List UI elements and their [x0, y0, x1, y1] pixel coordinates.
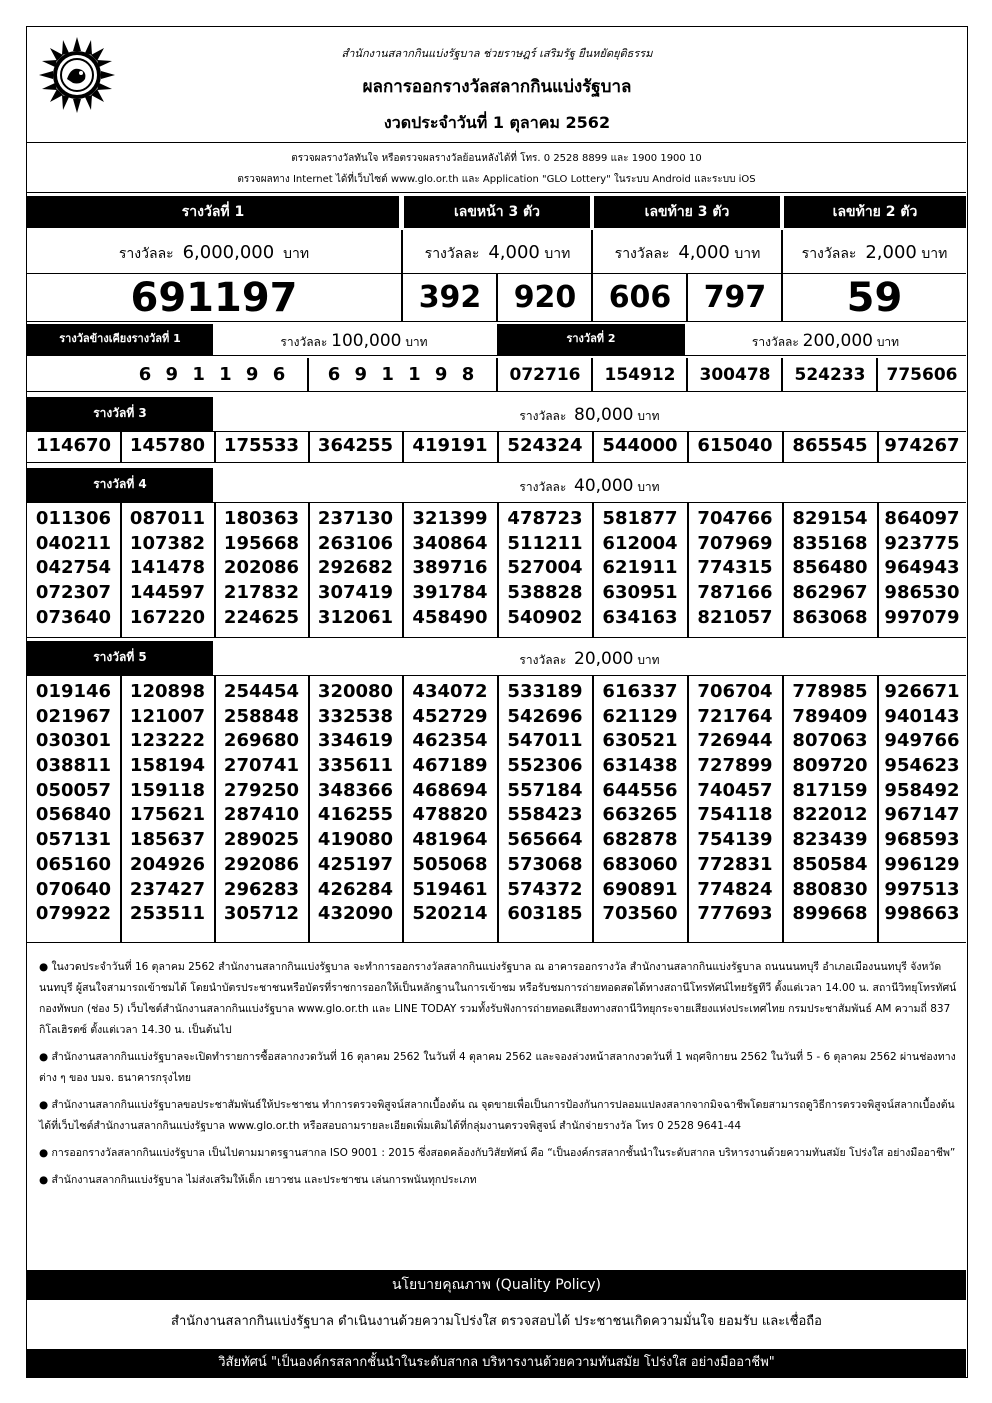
prize-number: 573068: [507, 853, 583, 875]
second-prize-number: 300478: [699, 365, 771, 385]
prize-number: 087011: [129, 508, 206, 529]
prize-column: [215, 676, 308, 927]
near-second-headers: [27, 324, 966, 356]
front3-amount: รางวัลละ 4,000 บาท: [424, 242, 571, 263]
prize-number: 616337: [602, 681, 678, 702]
prize-number: 478820: [412, 804, 488, 826]
prize-number: 434072: [412, 681, 488, 702]
prize-number: 542696: [507, 705, 583, 727]
prize-column: [878, 676, 966, 927]
quality-policy-text: สำนักงานสลากกินแบ่งรัฐบาล ดำเนินงานด้วยความโปร่งใส ตรวจสอบได้ ประชาชนเกิดความมั่นใจ ยอมรับ และเชื่อถือ: [171, 1314, 822, 1329]
prize-column: [783, 432, 877, 459]
prize-number: 703560: [602, 903, 678, 925]
prize-column: [403, 432, 497, 459]
announcements: [39, 957, 957, 1197]
fourth-prize-label: รางวัลที่ 4: [27, 468, 213, 502]
prize-number: 185637: [129, 829, 206, 851]
prize-number: 195668: [223, 532, 300, 554]
prize-number: 505068: [412, 853, 488, 875]
prize-number: 682878: [602, 829, 678, 851]
prize-number: 159118: [129, 779, 206, 801]
prize-number: 777693: [697, 903, 773, 925]
prize-number: 621129: [602, 705, 678, 727]
prize-number: 419080: [317, 829, 394, 851]
prize-number: 419191: [412, 435, 488, 456]
prize-column: [215, 503, 308, 630]
prize-number: 258848: [223, 705, 300, 727]
prize-number: 426284: [317, 878, 394, 900]
prize-number: 998663: [884, 903, 960, 925]
prize-number: 967147: [884, 804, 960, 826]
prize-number: 949766: [884, 730, 960, 752]
prize-number: 774315: [697, 557, 773, 579]
note-item: ● การออกรางวัลสลากกินแบ่งรัฐบาล เป็นไปตามมาตรฐานสากล ISO 9001 : 2015 ซึ่งสอดคล้องกับวิสัยทัศน์ คือ “เป็นองค์กรสลากชั้นนำในระดับสากล บริหารงานด้วยความทันสมัย โปร่งใส อย่างมืออาชีพ”: [39, 1147, 956, 1159]
prize-number: 974267: [884, 435, 960, 456]
prize-number: 070640: [35, 878, 112, 900]
third-prize-header: [27, 397, 966, 431]
prize-number: 468694: [412, 779, 488, 801]
prize-number: 511211: [507, 532, 583, 554]
note-item: ● สำนักงานสลากกินแบ่งรัฐบาลขอประชาสัมพันธ์ให้ประชาชน ทำการตรวจพิสูจน์สลากเบื้องต้น ณ จุดขายเพื่อเป็นการป้องกันการปลอมแปลงสลากจากมิจฉาชีพโดยสามารถดูวิธีการตรวจพิสูจน์สลากเบื้องต้นได้ที่เว็บไซต์สำนักงานสลากกินแบ่งรัฐบาล www.glo.or.th หรือสอบถามรายละเอียดเพิ่มเติมได้ที่กลุ่มงานตรวจพิสูจน์ สำนักจ่ายรางวัล โทร 0 2528 9641-44: [39, 1099, 955, 1132]
prize-number: 263106: [317, 532, 394, 554]
near-first-amount: รางวัลละ 100,000 บาท: [280, 331, 428, 351]
prize-number: 540902: [507, 606, 583, 628]
fifth-prize-amount: รางวัลละ 20,000 บาท: [519, 649, 660, 669]
prize-number: 021967: [35, 705, 112, 727]
prize-column: [27, 676, 120, 927]
prize-number: 079922: [35, 903, 112, 925]
glo-emblem-icon: [39, 37, 115, 113]
prize-number: 065160: [35, 853, 112, 875]
prize-number: 544000: [602, 435, 678, 456]
prize-number: 968593: [884, 829, 960, 851]
note-item: ● ในงวดประจำวันที่ 16 ตุลาคม 2562 สำนักงานสลากกินแบ่งรัฐบาล จะทำการออกรางวัลสลากกินแบ่งรัฐบาล ณ อาคารออกรางวัล สำนักงานสลากกินแบ่งรัฐบาล ถนนนนทบุรี อำเภอเมืองนนทบุรี จังหวัดนนทบุรี ผู้สนใจสามารถเข้าชมได้ โดยนำบัตรประชาชนหรือบัตรที่ราชการออกให้เป็นหลักฐานในการเข้าชม หรือรับชมการถ่ายทอดสดได้ทางสถานีโทรทัศน์ไทยรัฐทีวี ตั้งแต่เวลา 14.00 น. สถานีวิทยุโทรทัศน์กองทัพบก (ช่อง 5) เว็บไซต์สำนักงานสลากกินแบ่งรัฐบาล www.glo.or.th และ LINE TODAY รวมทั้งรับฟังการถ่ายทอดเสียงทางสถานีวิทยุกระจายเสียงแห่งประเทศไทย กรมประชาสัมพันธ์ AM ความถี่ 837 กิโลเฮิรตซ์ ตั้งแต่เวลา 14.30 น. เป็นต้นไป: [39, 961, 957, 1036]
note-item: ● สำนักงานสลากกินแบ่งรัฐบาล ไม่ส่งเสริมให้เด็ก เยาวชน และประชาชน เล่นการพนันทุกประเภท: [39, 1174, 477, 1186]
third-prize-label: รางวัลที่ 3: [27, 397, 213, 431]
prize-number: 073640: [35, 606, 112, 628]
prize-number: 538828: [507, 582, 583, 604]
prize-number: 389716: [412, 557, 488, 579]
near-first-number: 6 9 1 1 9 8: [327, 364, 479, 385]
back2-header: เลขท้าย 2 ตัว: [784, 196, 966, 228]
prize-number: 144597: [129, 582, 206, 604]
prize-number: 823439: [792, 829, 868, 851]
page-title: ผลการออกรางวัลสลากกินแบ่งรัฐบาล: [362, 77, 632, 97]
results-sheet: [26, 26, 968, 1378]
prize-number: 040211: [35, 532, 112, 554]
prize-number: 533189: [507, 681, 583, 702]
prize-number: 042754: [35, 557, 112, 579]
prize-number: 822012: [792, 804, 868, 826]
back2-number: 59: [846, 275, 903, 321]
first-prize-number: 691197: [130, 275, 298, 321]
prize-number: 754118: [697, 804, 773, 826]
prize-column: [403, 503, 497, 630]
first-prize-header: รางวัลที่ 1: [27, 196, 399, 228]
front3-number: 392: [418, 280, 482, 315]
prize-number: 706704: [697, 681, 773, 702]
front3-header: เลขหน้า 3 ตัว: [404, 196, 590, 228]
prize-column: [593, 432, 687, 459]
prize-number: 754139: [697, 829, 773, 851]
prize-number: 056840: [35, 804, 112, 826]
prize-number: 565664: [507, 829, 583, 851]
prize-column: [121, 676, 214, 927]
prize-column: [688, 432, 782, 459]
prize-number: 789409: [792, 705, 868, 727]
prize-number: 958492: [884, 779, 960, 801]
near-first-header: รางวัลข้างเคียงรางวัลที่ 1: [27, 324, 213, 356]
prize-number: 829154: [792, 508, 868, 529]
prize-number: 224625: [223, 606, 300, 628]
prize-number: 462354: [412, 730, 488, 752]
prize-column: [27, 503, 120, 630]
prize-column: [309, 503, 402, 630]
third-prize-amount: รางวัลละ 80,000 บาท: [519, 405, 660, 425]
fourth-prize-amount: รางวัลละ 40,000 บาท: [519, 476, 660, 496]
second-prize-header: รางวัลที่ 2: [497, 324, 685, 356]
prize-number: 527004: [507, 557, 583, 579]
prize-column: [783, 676, 877, 927]
prize-number: 520214: [412, 903, 488, 925]
prize-number: 432090: [317, 903, 394, 925]
prize-number: 850584: [792, 853, 868, 875]
prize-number: 557184: [507, 779, 583, 801]
prize-column: [498, 503, 592, 630]
prize-number: 175621: [129, 804, 206, 826]
back3-number: 797: [703, 280, 767, 315]
fourth-prize-header: [27, 468, 966, 502]
prize-number: 581877: [602, 508, 678, 529]
prize-number: 558423: [507, 804, 583, 826]
prize-number: 107382: [129, 532, 206, 554]
prize-number: 478723: [507, 508, 583, 529]
prize-number: 452729: [412, 705, 488, 727]
prize-number: 615040: [697, 435, 773, 456]
prize-number: 296283: [223, 878, 300, 900]
prize-number: 547011: [507, 730, 583, 752]
prize-number: 305712: [223, 903, 300, 925]
prize-number: 458490: [412, 606, 488, 628]
fifth-prize-header: [27, 641, 966, 675]
prize-number: 269680: [223, 730, 300, 752]
prize-number: 865545: [792, 435, 868, 456]
prize-number: 772831: [697, 853, 773, 875]
prize-number: 391784: [412, 582, 488, 604]
header: [27, 27, 966, 143]
prize-number: 630521: [602, 730, 678, 752]
prize-number: 158194: [129, 755, 206, 777]
prize-column: [593, 503, 687, 630]
prize-number: 740457: [697, 779, 773, 801]
prize-number: 416255: [317, 804, 394, 826]
prize-number: 940143: [884, 705, 960, 727]
prize-column: [878, 432, 966, 459]
prize-number: 524324: [507, 435, 583, 456]
prize-number: 320080: [317, 681, 394, 702]
prize-number: 926671: [884, 681, 960, 702]
prize-number: 552306: [507, 755, 583, 777]
prize-column: [309, 432, 402, 459]
prize-number: 986530: [884, 582, 960, 604]
near-first-number: 6 9 1 1 9 6: [138, 364, 290, 385]
fourth-prize-grid: [27, 502, 966, 638]
second-prize-number: 154912: [604, 365, 676, 385]
org-slogan: สำนักงานสลากกินแบ่งรัฐบาล ช่วยราษฎร์ เสริมรัฐ ยืนหยัดยุติธรรม: [341, 47, 653, 60]
prize-column: [498, 676, 592, 927]
prize-number: 996129: [884, 853, 960, 875]
prize-number: 856480: [792, 557, 868, 579]
prize-number: 019146: [35, 681, 112, 702]
prize-number: 603185: [507, 903, 583, 925]
prize-number: 335611: [317, 755, 394, 777]
prize-number: 340864: [412, 532, 488, 554]
contact-phone: ตรวจผลรางวัลทันใจ หรือตรวจผลรางวัลย้อนหลังได้ที่ โทร. 0 2528 8899 และ 1900 1900 10: [291, 153, 702, 164]
prize-number: 997079: [884, 606, 960, 628]
prize-number: 690891: [602, 878, 678, 900]
prize-column: [688, 676, 782, 927]
prize-number: 030301: [35, 730, 112, 752]
prize-number: 721764: [697, 705, 773, 727]
prize-column: [878, 503, 966, 630]
prize-number: 038811: [35, 755, 112, 777]
prize-number: 114670: [35, 435, 112, 456]
prize-number: 057131: [35, 829, 112, 851]
prize-number: 519461: [412, 878, 488, 900]
prize-number: 141478: [129, 557, 206, 579]
prize-column: [498, 432, 592, 459]
prize-number: 145780: [129, 435, 206, 456]
prize-column: [121, 432, 214, 459]
prize-number: 237427: [129, 878, 206, 900]
prize-number: 863068: [792, 606, 868, 628]
quality-policy-heading: นโยบายคุณภาพ (Quality Policy): [27, 1270, 966, 1300]
prize-number: 726944: [697, 730, 773, 752]
fifth-prize-label: รางวัลที่ 5: [27, 641, 213, 675]
back3-number: 606: [608, 280, 672, 315]
prize-number: 167220: [129, 606, 206, 628]
prize-number: 120898: [129, 681, 206, 702]
second-prize-amount: รางวัลละ 200,000 บาท: [751, 331, 900, 351]
prize-number: 321399: [412, 508, 488, 529]
contact-info: [27, 143, 966, 193]
near-second-numbers: [27, 358, 966, 392]
prize-column: [593, 676, 687, 927]
note-item: ● สำนักงานสลากกินแบ่งรัฐบาลจะเปิดทำรายการซื้อสลากงวดวันที่ 16 ตุลาคม 2562 ในวันที่ 4 ตุลาคม 2562 และจองล่วงหน้าสลากงวดวันที่ 1 พฤศจิกายน 2562 ในวันที่ 5 - 6 ตุลาคม 2562 ผ่านช่องทางต่าง ๆ ของ บมจ. ธนาคารกรุงไทย: [39, 1051, 956, 1084]
prize-number: 202086: [223, 557, 300, 579]
prize-number: 817159: [792, 779, 868, 801]
prize-number: 821057: [697, 606, 773, 628]
prize-number: 348366: [317, 779, 394, 801]
prize-number: 954623: [884, 755, 960, 777]
top-prize-headers: [27, 196, 966, 228]
prize-number: 204926: [129, 853, 206, 875]
prize-number: 774824: [697, 878, 773, 900]
prize-number: 631438: [602, 755, 678, 777]
fifth-prize-grid: [27, 675, 966, 943]
second-prize-number: 524233: [794, 365, 866, 385]
prize-number: 292086: [223, 853, 300, 875]
prize-number: 425197: [317, 853, 394, 875]
contact-internet: ตรวจผลทาง Internet ได้ที่เว็บไซต์ www.glo.or.th และ Application "GLO Lottery" ในระบบ Android และระบบ iOS: [237, 174, 756, 185]
prize-number: 364255: [317, 435, 394, 456]
prize-number: 481964: [412, 829, 488, 851]
third-prize-grid: [27, 431, 966, 463]
prize-number: 050057: [35, 779, 112, 801]
prize-number: 332538: [317, 705, 394, 727]
prize-number: 704766: [697, 508, 773, 529]
prize-number: 807063: [792, 730, 868, 752]
second-prize-number: 775606: [886, 365, 958, 385]
prize-number: 612004: [602, 532, 678, 554]
prize-number: 180363: [223, 508, 300, 529]
prize-number: 964943: [884, 557, 960, 579]
prize-number: 287410: [223, 804, 300, 826]
prize-number: 292682: [317, 557, 394, 579]
prize-number: 864097: [884, 508, 960, 529]
prize-number: 334619: [317, 730, 394, 752]
prize-number: 217832: [223, 582, 300, 604]
prize-number: 307419: [317, 582, 394, 604]
prize-number: 312061: [317, 606, 394, 628]
prize-number: 707969: [697, 532, 773, 554]
vision-statement: วิสัยทัศน์ "เป็นองค์กรสลากชั้นนำในระดับสากล บริหารงานด้วยความทันสมัย โปร่งใส อย่างมืออาชีพ": [27, 1349, 966, 1377]
prize-number: 072307: [35, 582, 112, 604]
prize-number: 835168: [792, 532, 868, 554]
prize-number: 997513: [884, 878, 960, 900]
prize-column: [215, 432, 308, 459]
prize-number: 121007: [129, 705, 206, 727]
prize-number: 011306: [35, 508, 112, 529]
prize-number: 630951: [602, 582, 678, 604]
prize-number: 634163: [602, 606, 678, 628]
prize-number: 787166: [697, 582, 773, 604]
prize-number: 778985: [792, 681, 868, 702]
prize-number: 289025: [223, 829, 300, 851]
prize-number: 923775: [884, 532, 960, 554]
back3-header: เลขท้าย 3 ตัว: [594, 196, 780, 228]
prize-number: 899668: [792, 903, 868, 925]
back3-amount: รางวัลละ 4,000 บาท: [614, 242, 761, 263]
prize-number: 237130: [317, 508, 394, 529]
prize-number: 175533: [223, 435, 300, 456]
prize-number: 862967: [792, 582, 868, 604]
prize-number: 279250: [223, 779, 300, 801]
first-prize-amount: รางวัลละ 6,000,000 บาท: [118, 242, 310, 263]
prize-number: 254454: [223, 681, 300, 702]
top-prize-numbers: [27, 274, 966, 322]
prize-column: [121, 503, 214, 630]
prize-number: 683060: [602, 853, 678, 875]
prize-column: [309, 676, 402, 927]
prize-number: 644556: [602, 779, 678, 801]
prize-column: [783, 503, 877, 630]
second-prize-number: 072716: [509, 365, 581, 385]
prize-number: 809720: [792, 755, 868, 777]
front3-number: 920: [513, 280, 577, 315]
top-prize-amounts: [27, 230, 966, 274]
prize-column: [27, 432, 120, 459]
prize-number: 663265: [602, 804, 678, 826]
prize-number: 621911: [602, 557, 678, 579]
prize-number: 727899: [697, 755, 773, 777]
draw-date: งวดประจำวันที่ 1 ตุลาคม 2562: [383, 113, 611, 132]
prize-number: 123222: [129, 730, 206, 752]
prize-number: 574372: [507, 878, 583, 900]
prize-number: 467189: [412, 755, 488, 777]
prize-column: [403, 676, 497, 927]
back2-amount: รางวัลละ 2,000 บาท: [801, 242, 948, 263]
prize-number: 253511: [129, 903, 206, 925]
prize-number: 880830: [792, 878, 868, 900]
prize-number: 270741: [223, 755, 300, 777]
prize-column: [688, 503, 782, 630]
